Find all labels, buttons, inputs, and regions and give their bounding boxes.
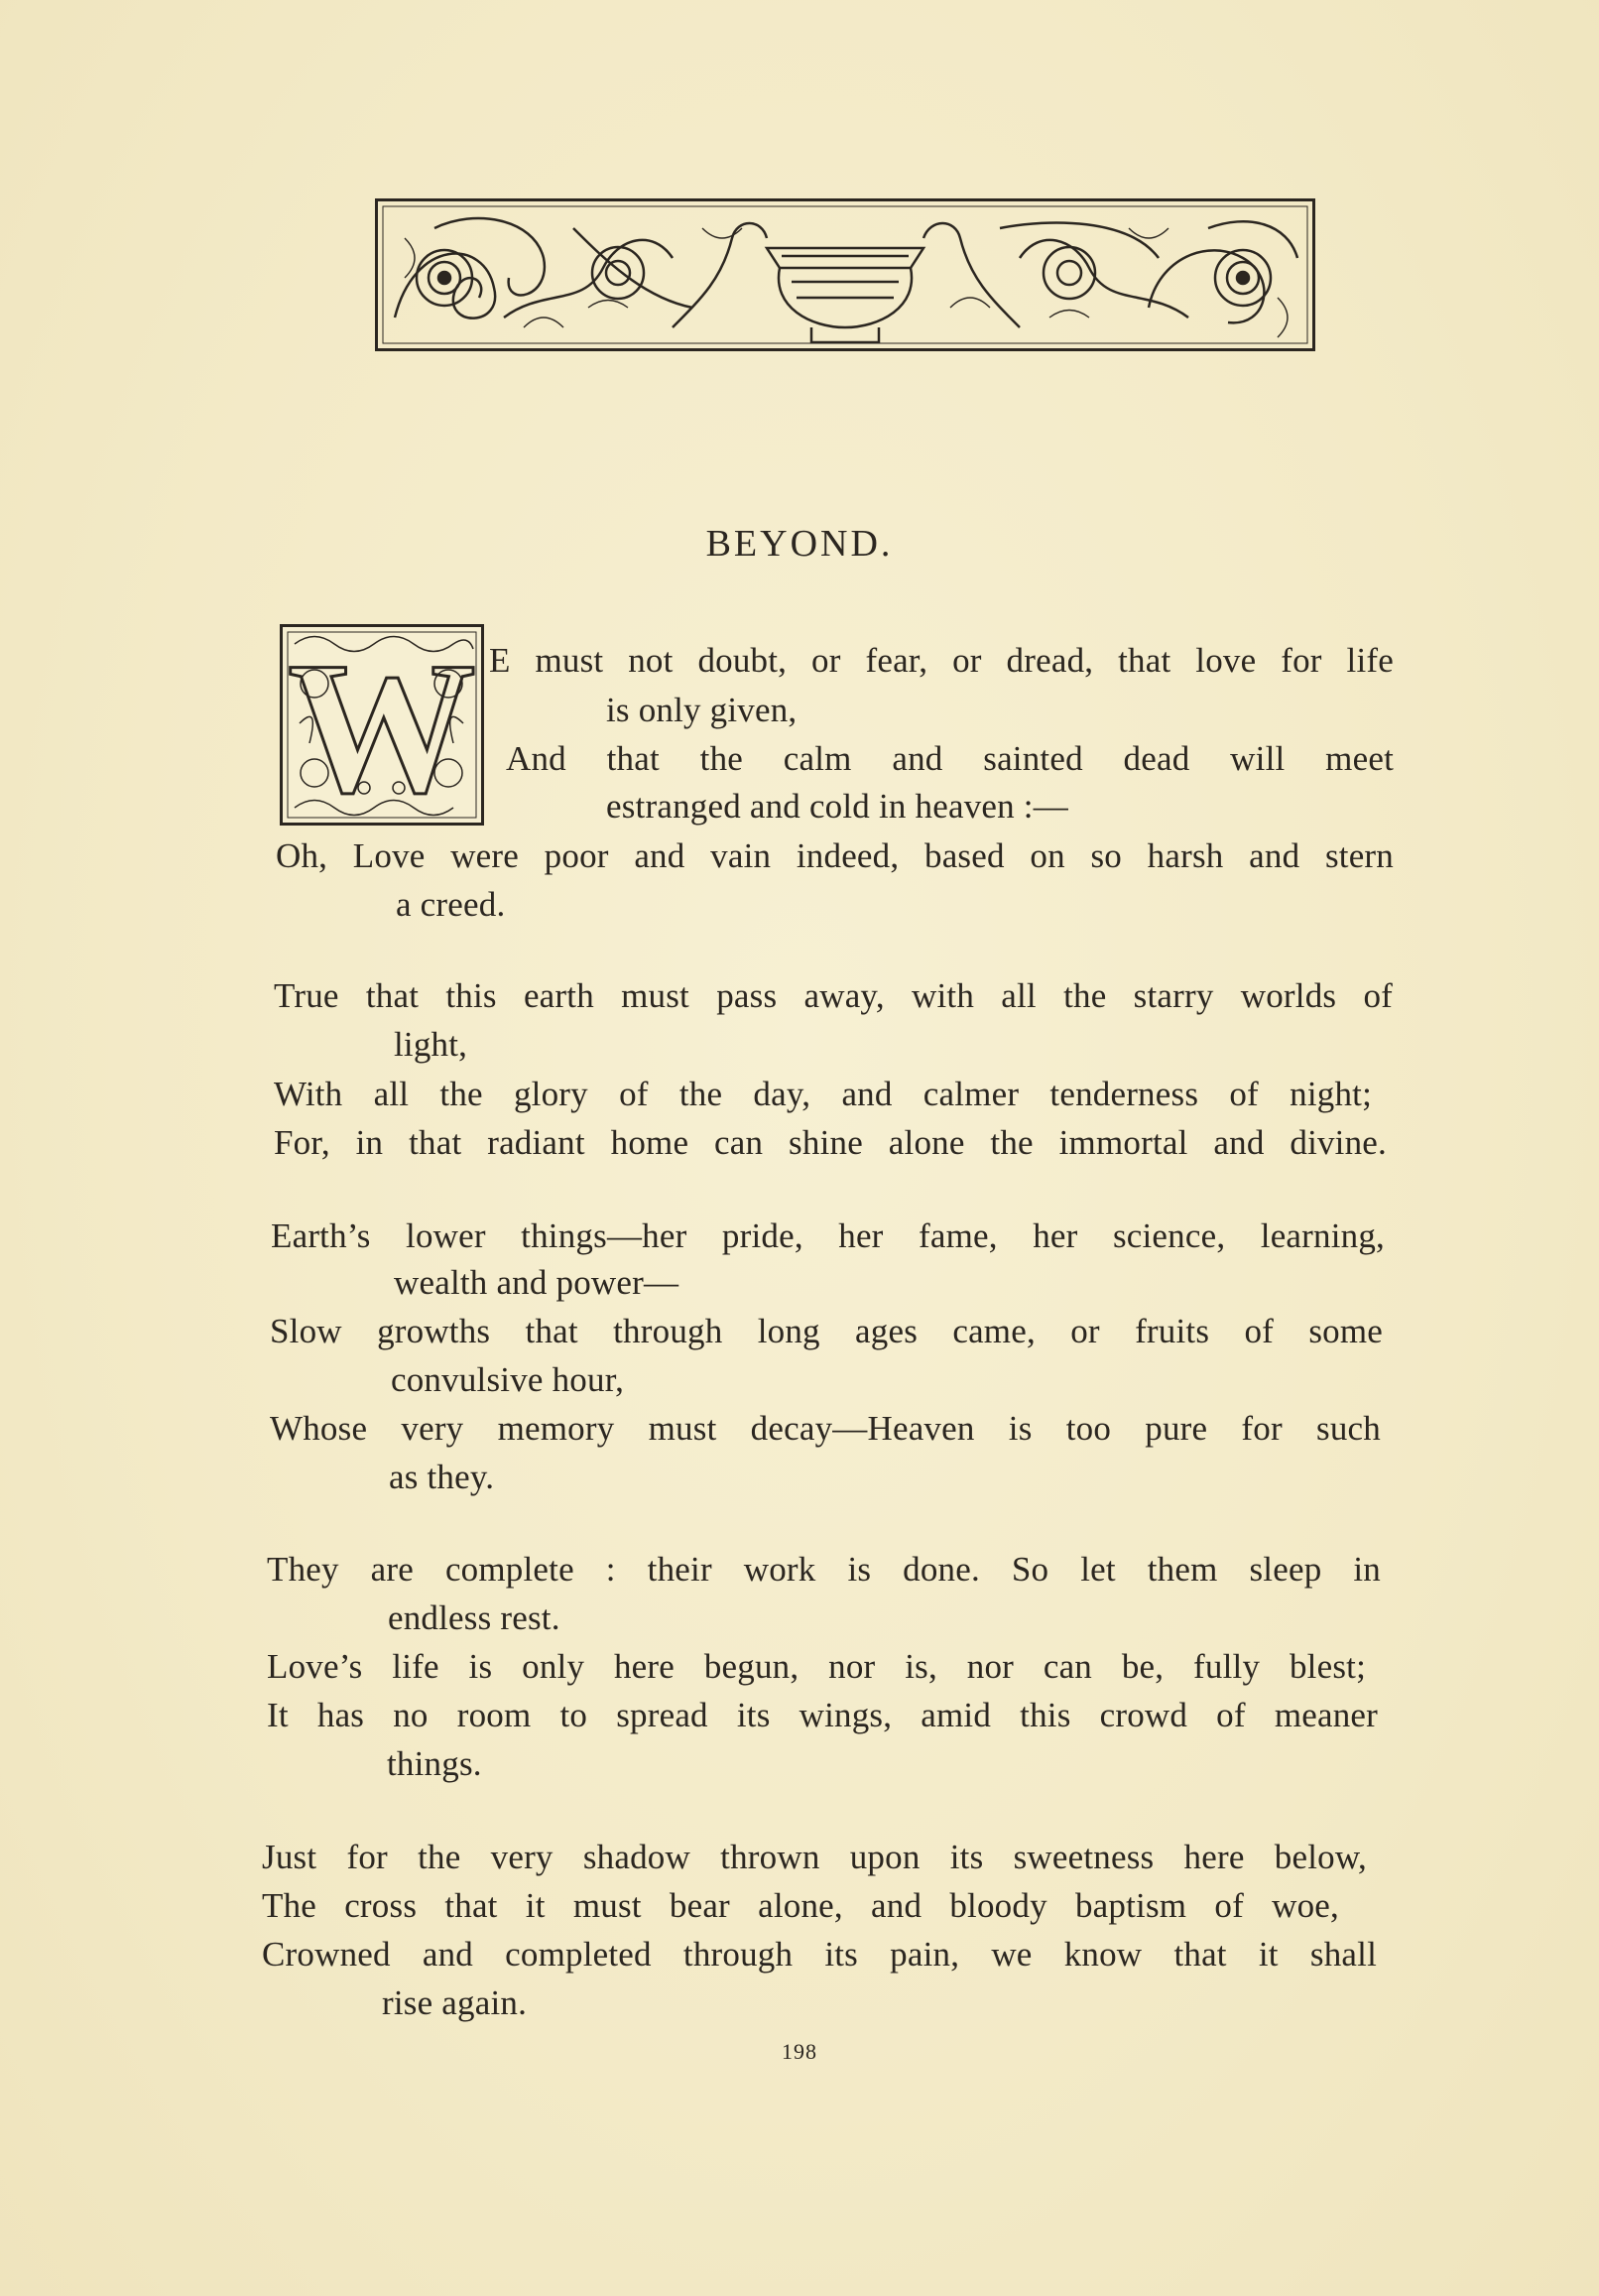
poem-line: Earth’s lower things—her pride, her fame, her science, learning, (271, 1216, 1385, 1255)
page-number: 198 (782, 2039, 817, 2064)
poem-line: Slow growths that through long ages came, or fruits of some (270, 1312, 1383, 1350)
poem-line: endless rest. (388, 1598, 560, 1637)
poem-line: light, (394, 1025, 468, 1064)
poem-line: E must not doubt, or fear, or dread, that love for life (489, 641, 1394, 680)
poem-line: Love’s life is only here begun, nor is, nor can be, fully blest; (267, 1647, 1366, 1686)
poem-line: It has no room to spread its wings, amid this crowd of meaner (267, 1696, 1378, 1734)
poem-line: rise again. (382, 1983, 528, 2022)
poem-line: as they. (389, 1458, 495, 1496)
poem-line: estranged and cold in heaven :— (606, 787, 1068, 826)
drop-cap-illustration (280, 624, 484, 826)
poem-line: Whose very memory must decay—Heaven is too pure for such (270, 1409, 1381, 1448)
poem-line: With all the glory of the day, and calmer tenderness of night; (274, 1075, 1372, 1113)
poem-line: And that the calm and sainted dead will meet (506, 739, 1394, 778)
poem-line: Oh, Love were poor and vain indeed, based on so harsh and stern (276, 836, 1394, 875)
poem-line: convulsive hour, (391, 1360, 625, 1399)
poem-line: Just for the very shadow thrown upon its sweetness here below, (262, 1838, 1367, 1876)
poem-line: a creed. (396, 885, 506, 924)
poem-line: wealth and power— (394, 1263, 679, 1302)
poem-line: The cross that it must bear alone, and bloody baptism of woe, (262, 1886, 1339, 1925)
poem-line: They are complete : their work is done. So let them sleep in (267, 1550, 1381, 1589)
poem-title: BEYOND. (705, 523, 894, 565)
poem-line: is only given, (606, 691, 798, 729)
poem-line: For, in that radiant home can shine alone the immortal and divine. (274, 1123, 1387, 1162)
ornament-illustration (375, 198, 1315, 351)
poem-line: things. (387, 1744, 482, 1783)
poem-line: True that this earth must pass away, with all the starry worlds of (274, 976, 1393, 1015)
header-ornament (375, 198, 1315, 351)
drop-cap-letter: W (288, 624, 476, 826)
poem-line: Crowned and completed through its pain, we know that it shall (262, 1935, 1377, 1974)
drop-cap (280, 624, 484, 826)
